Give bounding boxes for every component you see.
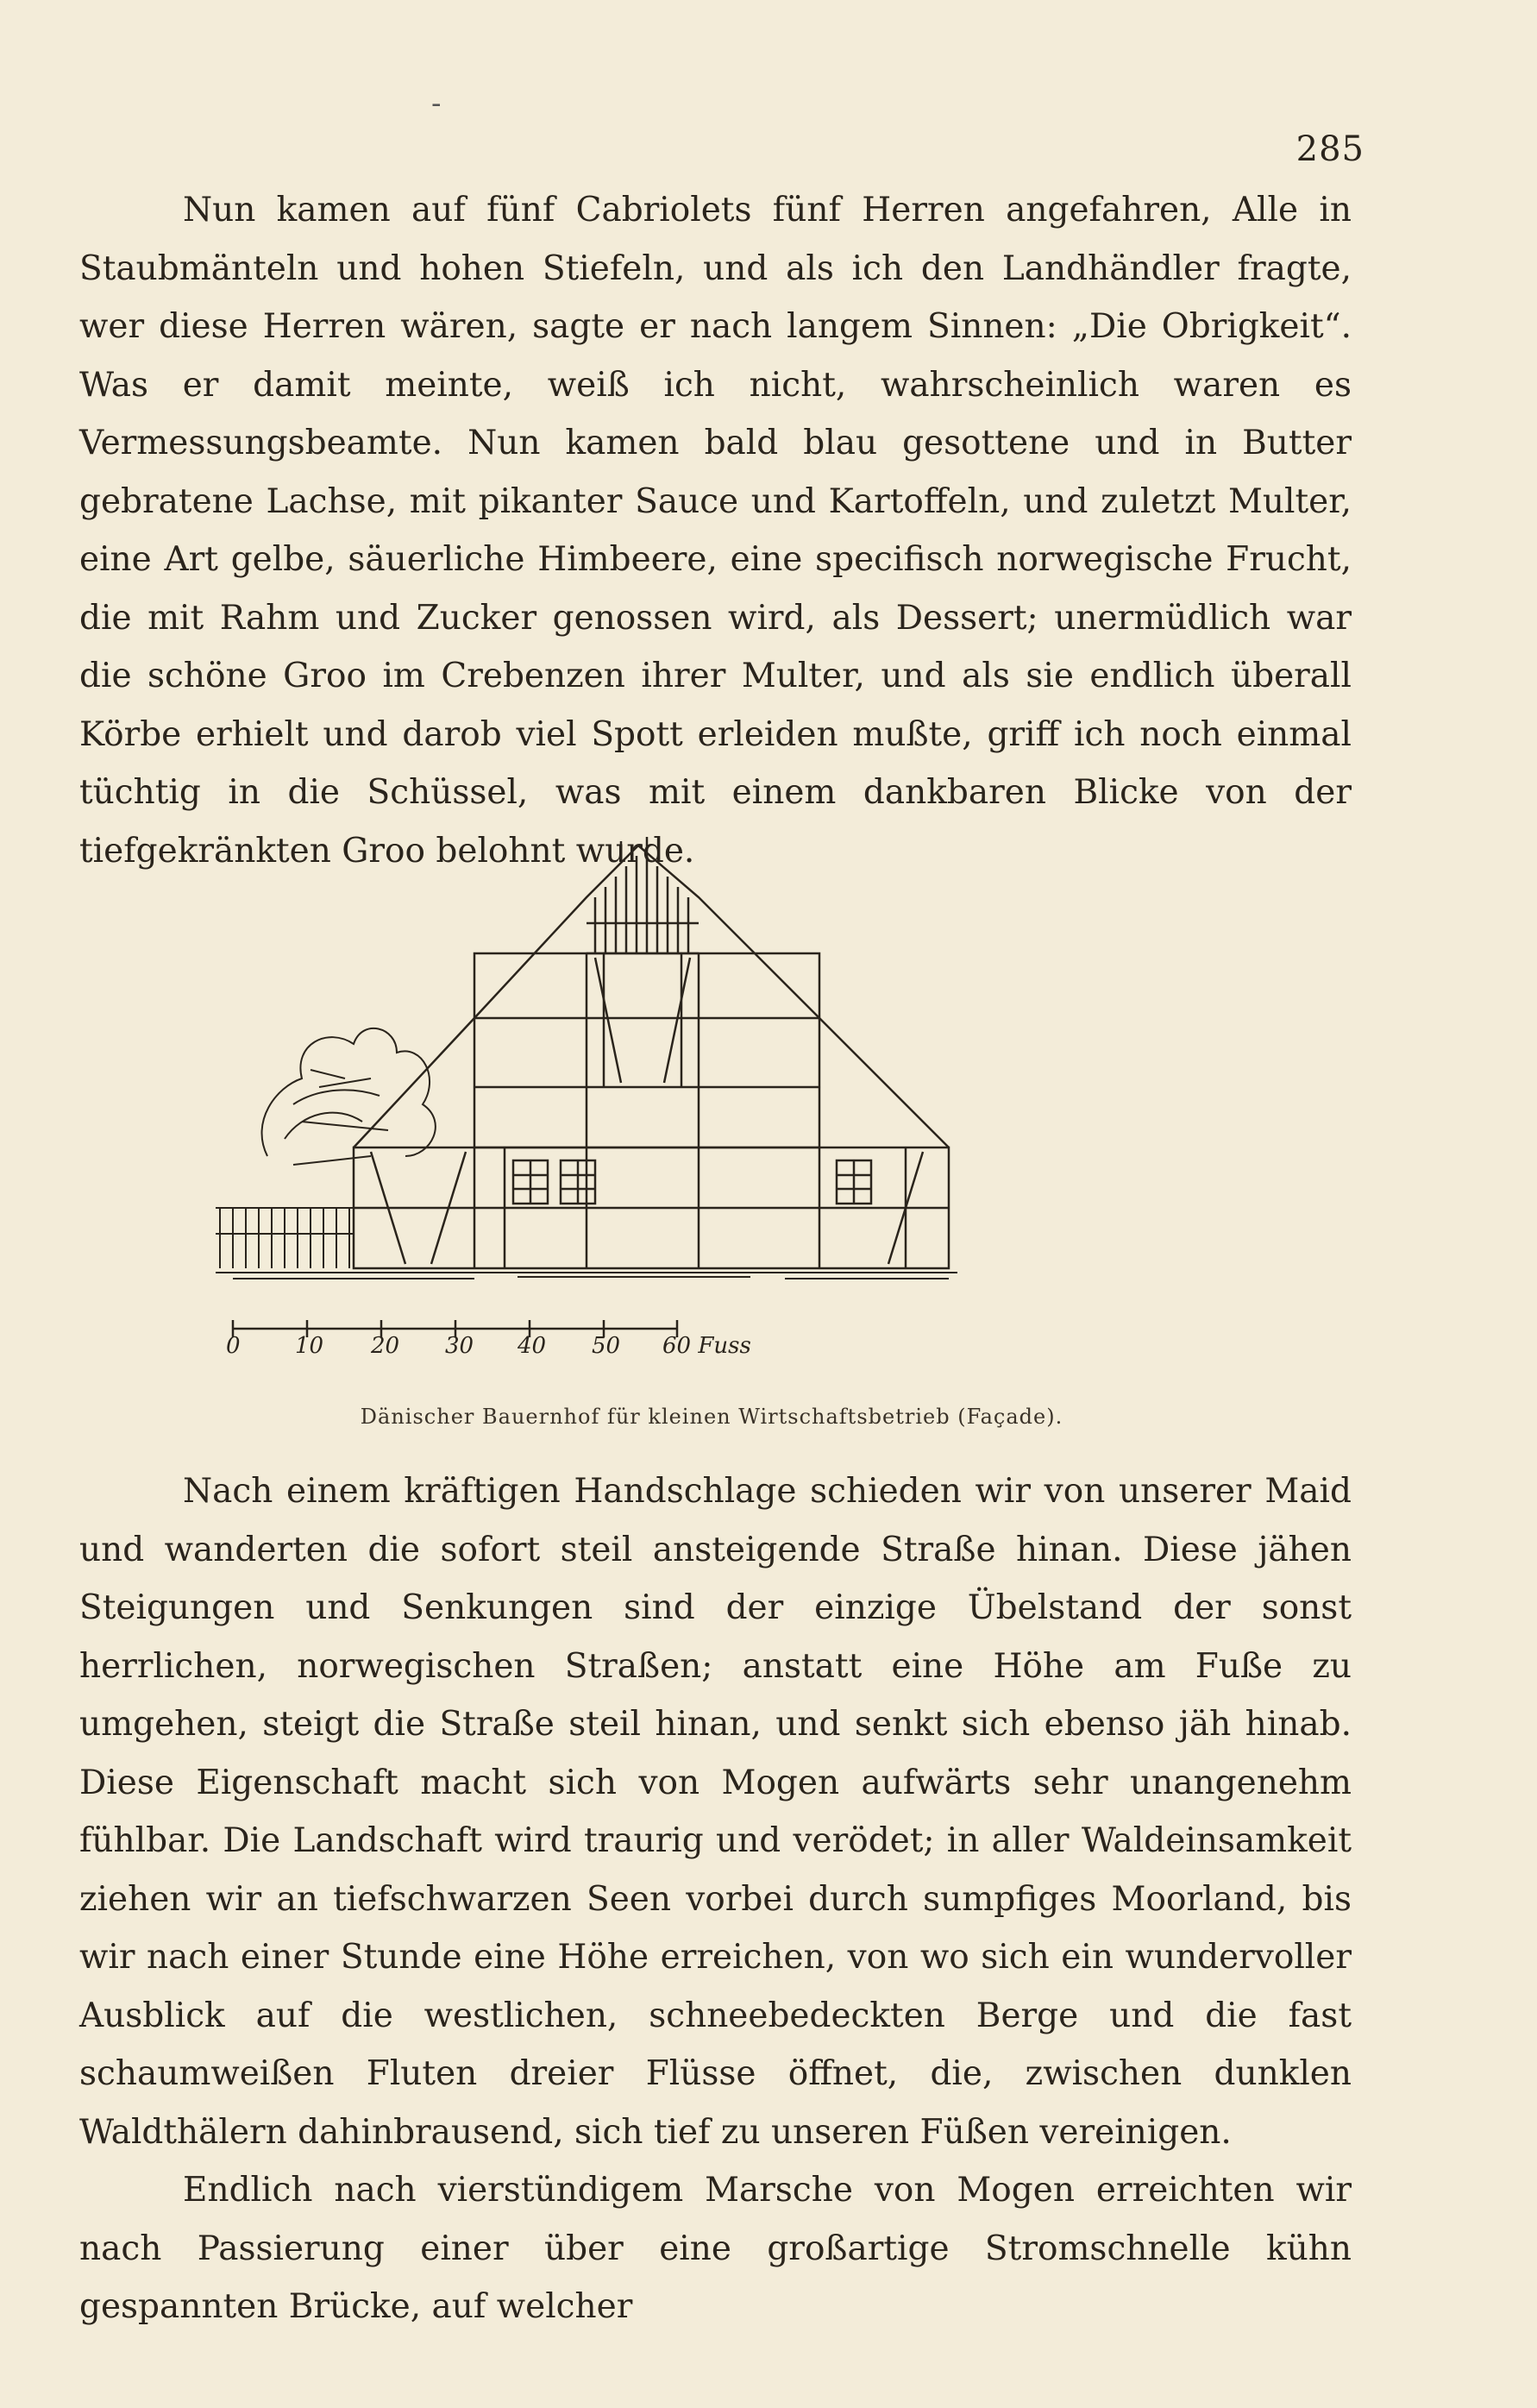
scale-label: 30 bbox=[445, 1333, 474, 1359]
scale-label: 10 bbox=[295, 1333, 324, 1359]
roof-gable-boards bbox=[587, 837, 699, 953]
page-number: 285 bbox=[1295, 129, 1364, 169]
figure-caption: Dänischer Bauernhof für kleinen Wirtschaftsbetrieb (Façade). bbox=[360, 1405, 1063, 1429]
scale-label: 40 bbox=[518, 1333, 547, 1359]
scale-label: 20 bbox=[371, 1333, 400, 1359]
window bbox=[837, 1160, 871, 1204]
scale-label: 50 bbox=[592, 1333, 621, 1359]
paragraph: Endlich nach vierstündigem Marsche von Mogen erreichten wir nach Passierung einer über eine großartige Stromschnelle kühn gespannten Brücke, auf welcher bbox=[79, 2171, 1352, 2326]
fence bbox=[216, 1208, 354, 1268]
scale-label: 0 bbox=[226, 1333, 241, 1359]
farmhouse-illustration bbox=[216, 828, 1208, 1429]
paragraph: Nach einem kräftigen Handschlage schieden wir von unserer Maid und wanderten die sofort steil ansteigende Straße hinan. Diese jähen Steigungen und Senkungen sind der einzige Übelstand der sonst herrlichen, norwegischen Straßen; anstatt eine Höhe am Fuße zu umgehen, steigt die Straße steil hinan, und senkt sich ebenso jäh hinab. Diese Eigenschaft macht sich von Mogen aufwärts sehr unangenehm fühlbar. Die Landschaft wird traurig und verödet; in aller Waldeinsamkeit ziehen wir an tiefschwarzen Seen vorbei durch sumpfiges Moorland, bis wir nach einer Stunde eine Höhe erreichen, von wo sich ein wundervoller Ausblick auf die westlichen, schneebedeckten Berge und die fast schaumweißen Fluten dreier Flüsse öffnet, die, zwischen dunklen Waldthälern dahinbrausend, sich tief zu unseren Füßen vereinigen. bbox=[79, 1472, 1352, 2152]
scale-labels bbox=[216, 1333, 1208, 1367]
text-block-upper bbox=[79, 181, 1352, 880]
farmhouse-drawing bbox=[216, 828, 1208, 1346]
window bbox=[513, 1160, 548, 1204]
tree bbox=[262, 1028, 436, 1208]
window bbox=[561, 1160, 595, 1204]
roof-left-edge bbox=[354, 846, 638, 1147]
gable-wall bbox=[474, 953, 819, 1147]
text-block-lower bbox=[79, 1462, 1352, 2336]
roof-right-edge bbox=[638, 846, 949, 1147]
scale-label: 60 Fuss bbox=[662, 1333, 751, 1359]
ground-line bbox=[216, 1273, 957, 1279]
paragraph: Nun kamen auf fünf Cabriolets fünf Herren angefahren, Alle in Staubmänteln und hohen Stiefeln, und als ich den Landhändler fragte, wer diese Herren wären, sagte er nach langem Sinnen: „Die Obrigkeit“. Was er damit meinte, weiß ich nicht, wahrscheinlich waren es Vermessungsbeamte. Nun kamen bald blau gesottene und in Butter gebratene Lachse, mit pikanter Sauce und Kartoffeln, und zuletzt Multer, eine Art gelbe, säuerliche Himbeere, eine specifisch norwegische Frucht, die mit Rahm und Zucker genossen wird, als Dessert; unermüdlich war die schöne Groo im Crebenzen ihrer Multer, und als sie endlich überall Körbe erhielt und darob viel Spott erleiden mußte, griff ich noch einmal tüchtig in die Schüssel, was mit einem dankbaren Blicke von der tiefgekränkten Groo belohnt wurde. bbox=[79, 191, 1352, 871]
page-top-mark: - bbox=[431, 86, 442, 121]
